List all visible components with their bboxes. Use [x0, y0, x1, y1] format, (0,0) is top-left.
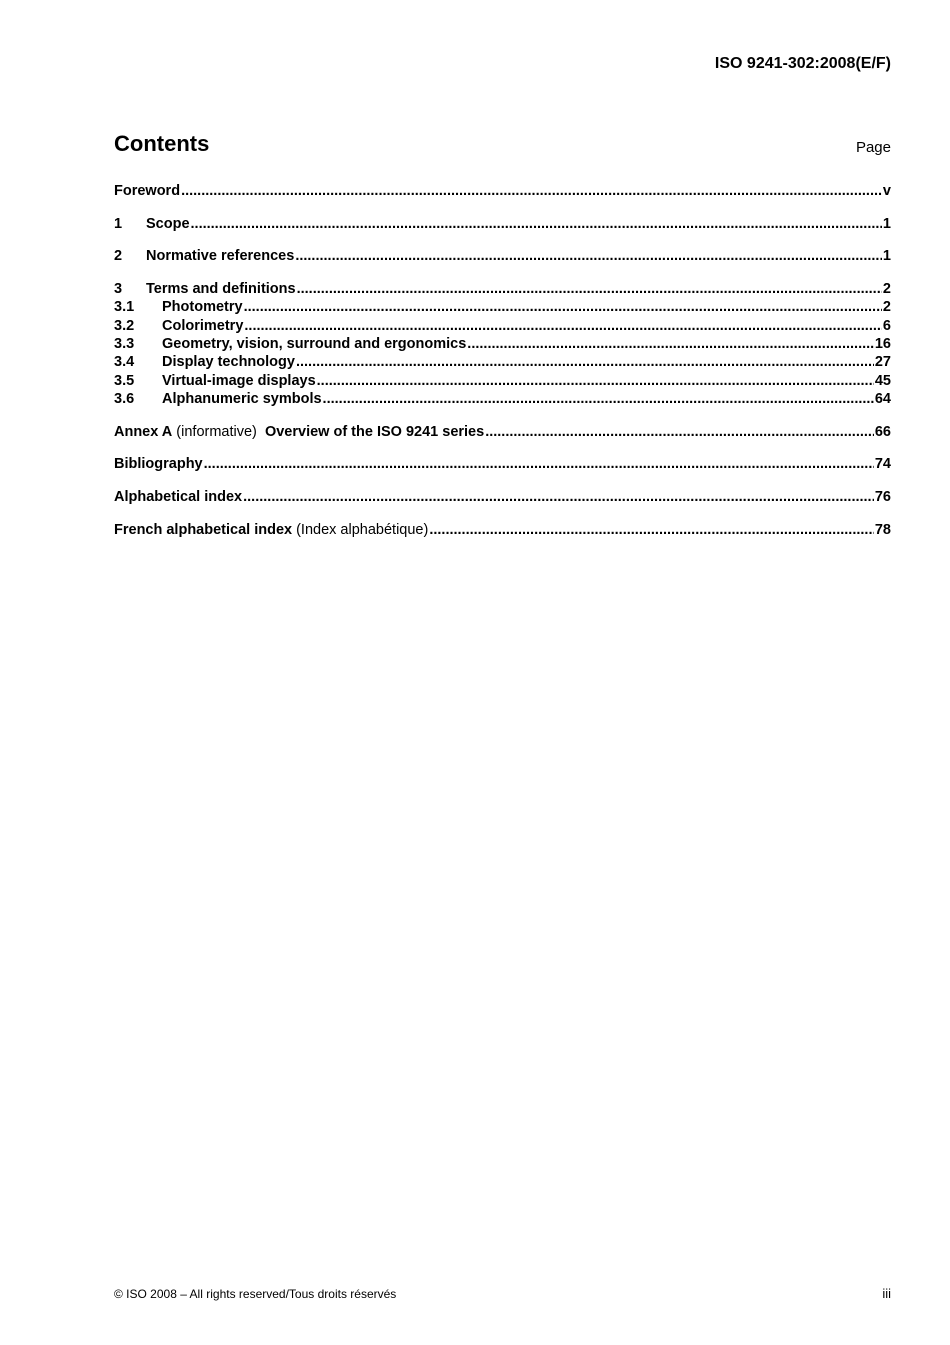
toc-leader-dots [204, 455, 874, 473]
toc-leader-dots [296, 353, 874, 371]
toc-entry-title [162, 298, 243, 316]
toc-entry-title [162, 317, 243, 335]
toc-entry[interactable] [114, 317, 891, 335]
toc-entry-number: 3.1 [114, 299, 135, 316]
toc-entry-title [114, 423, 484, 441]
toc-entry-title-text: Virtual-image displays [162, 372, 316, 389]
toc-entry-page: 74 [874, 456, 891, 473]
page-column-label: Page [855, 139, 891, 156]
toc-entry-title-text: Foreword [114, 183, 181, 199]
toc-entry-title-text: Display technology [162, 354, 295, 371]
toc-leader-dots [244, 298, 882, 316]
contents-heading: Contents [114, 131, 210, 156]
toc-entry[interactable] [114, 372, 891, 390]
toc-entry-page: 76 [874, 488, 891, 505]
toc-entry-title [162, 390, 322, 408]
toc-entry[interactable] [114, 521, 891, 539]
toc-leader-dots [297, 280, 882, 298]
toc-entry[interactable] [114, 182, 891, 200]
toc-entry-title [162, 353, 295, 371]
toc-entry-title [146, 215, 190, 233]
toc-entry-page: 16 [874, 335, 891, 352]
toc-entry-title-text: Bibliography [114, 456, 203, 473]
toc-entry-page: 2 [882, 299, 891, 316]
toc-entry-annotation: (informative) [172, 423, 261, 440]
toc-leader-dots [429, 521, 874, 539]
toc-leader-dots [244, 317, 882, 335]
toc-leader-dots [191, 215, 882, 233]
toc-entry-title [146, 280, 296, 298]
toc-entry-title [146, 247, 294, 265]
table-of-contents [114, 182, 891, 539]
toc-entry-page: v [882, 183, 891, 199]
toc-entry-number: 3.5 [114, 372, 135, 389]
toc-entry-title [114, 182, 180, 200]
toc-entry[interactable] [114, 423, 891, 441]
toc-entry[interactable] [114, 353, 891, 371]
toc-leader-dots [295, 247, 882, 265]
toc-entry[interactable] [114, 390, 891, 408]
toc-leader-dots [485, 423, 874, 441]
toc-entry-number: 3.3 [114, 335, 135, 352]
toc-entry-title-text: Alphabetical index [114, 488, 243, 505]
toc-entry-title [162, 372, 316, 390]
toc-entry-page: 1 [882, 248, 891, 265]
toc-entry[interactable] [114, 455, 891, 473]
toc-entry-title-text: Geometry, vision, surround and ergonomics [162, 335, 467, 352]
toc-entry-number: 3.2 [114, 317, 135, 334]
toc-leader-dots [181, 182, 882, 200]
toc-entry[interactable] [114, 298, 891, 316]
toc-entry-title-text: French alphabetical index [114, 521, 293, 538]
toc-entry-title-text: Alphanumeric symbols [162, 390, 322, 407]
toc-entry-page: 64 [874, 390, 891, 407]
toc-entry-page: 45 [874, 372, 891, 389]
toc-entry-title [114, 521, 428, 539]
toc-entry-number: 1 [114, 215, 123, 232]
copyright-notice: © ISO 2008 – All rights reserved/Tous droits réservés [114, 1287, 397, 1301]
toc-leader-dots [467, 335, 874, 353]
toc-entry-page: 78 [874, 521, 891, 538]
toc-entry-title [114, 455, 203, 473]
toc-entry-title-text: Scope [146, 215, 190, 232]
toc-entry-title [162, 335, 466, 353]
toc-entry[interactable] [114, 335, 891, 353]
toc-entry-subtitle: Overview of the ISO 9241 series [260, 423, 485, 440]
toc-entry-number: 3.6 [114, 390, 135, 407]
toc-entry[interactable] [114, 215, 891, 233]
toc-entry-page: 6 [882, 317, 891, 334]
toc-entry[interactable] [114, 488, 891, 506]
toc-entry[interactable] [114, 280, 891, 298]
toc-entry-number: 2 [114, 248, 123, 265]
toc-entry-page: 66 [874, 423, 891, 440]
toc-entry-title-text: Annex A [114, 423, 173, 440]
toc-leader-dots [317, 372, 874, 390]
toc-entry-title-text: Colorimetry [162, 317, 244, 334]
toc-entry[interactable] [114, 247, 891, 265]
toc-leader-dots [323, 390, 874, 408]
page-number: iii [882, 1286, 891, 1301]
toc-entry-page: 1 [882, 215, 891, 232]
toc-entry-title [114, 488, 242, 506]
toc-entry-title-text: Normative references [146, 248, 295, 265]
toc-entry-title-text: Terms and definitions [146, 281, 296, 298]
toc-entry-annotation: (Index alphabétique) [292, 521, 429, 538]
toc-entry-number: 3 [114, 281, 123, 298]
toc-leader-dots [243, 488, 874, 506]
document-reference: ISO 9241-302:2008(E/F) [714, 55, 891, 72]
toc-entry-number: 3.4 [114, 354, 135, 371]
toc-entry-page: 2 [882, 281, 891, 298]
toc-entry-title-text: Photometry [162, 299, 243, 316]
toc-entry-page: 27 [874, 354, 891, 371]
